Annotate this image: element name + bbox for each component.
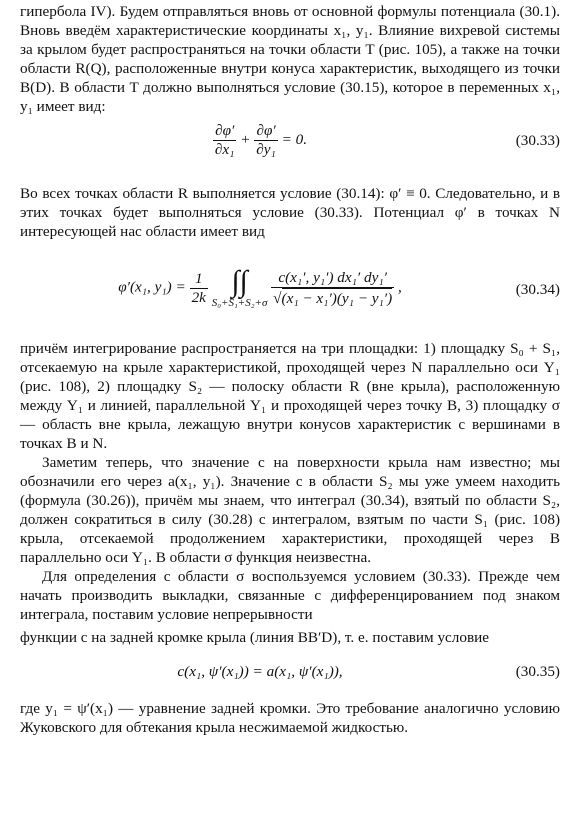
fraction-numerator: c(x₁′, y₁′) dx₁′ dy₁′ — [271, 269, 394, 288]
equation-rhs: = 0. — [281, 130, 308, 148]
fraction-dphi-dy1 — [254, 122, 278, 159]
integration-domain: S₀+S₁+S₂+σ — [211, 297, 268, 309]
integral-symbol: ∫∫ — [231, 265, 248, 298]
equation-lhs: φ′(x₁, y₁) = — [118, 278, 186, 296]
paragraph-1: гипербола IV). Будем отправляться вновь от основной формулы потенциала (30.1). Вновь введём характеристические координаты x₁, y₁. Влияние вихревой системы за крылом будет распространяться на точки области T (рис. 105), а также на точки области R(Q), расположенные внутри конуса характеристик, выходящего из точки B(D). В области T должно выполняться условие (30.15), которое в переменных x₁, y₁ имеет вид: — [20, 3, 560, 115]
equation-number: (30.33) — [515, 132, 560, 149]
fraction-numerator: ∂φ′ — [254, 122, 278, 141]
paragraph-4: Заметим теперь, что значение c на поверхности крыла нам известно; мы обозначили его через a(x₁, y₁). Значение c в области S₂ мы уже умеем находить (формула (30.26)), причём мы знаем, что интеграл (30.34), взятый по области S₂, должен сократиться в силу (30.28) с интегралом, взятым по части S₁ (рис. 108) крыла, отсекаемой продолжением характеристики, проходящей через B параллельно оси Y₁. В области σ функция неизвестна. — [20, 454, 560, 566]
equation-number: (30.34) — [515, 281, 560, 298]
equation-30-34 — [20, 259, 560, 327]
equation-number: (30.35) — [515, 663, 560, 680]
equation-body: c(x₁, ψ′(x₁)) = a(x₁, ψ′(x₁)), — [177, 663, 343, 680]
paragraph-2: Во всех точках области R выполняется условие (30.14): φ′ ≡ 0. Следовательно, и в этих точках будет выполняться условие (30.33). Потенциал φ′ в точках N интересующей нас области имеет вид — [20, 185, 560, 240]
equation-30-35 — [20, 657, 560, 691]
fraction-dphi-dx1 — [213, 122, 237, 159]
fraction-denominator: (x₁ − x₁′)(y₁ − y₁′) — [281, 289, 393, 307]
plus-sign: + — [240, 130, 251, 148]
fraction-integrand — [271, 269, 394, 308]
fraction-numerator: 1 — [190, 270, 208, 289]
equation-tail: , — [397, 278, 402, 296]
paragraph-7: где y₁ = ψ′(x₁) — уравнение задней кромки. Это требование аналогично условию Жуковского для обтекания крыла несжимаемой жидкостью. — [20, 700, 560, 736]
equation-30-33 — [20, 122, 560, 166]
fraction-denominator: ∂x₁ — [214, 141, 235, 158]
paragraph-3: причём интегрирование распространяется на три площадки: 1) площадку S₀ + S₁, отсекаемую на крыле характеристикой, проходящей через N параллельно оси Y₁ (рис. 108), 2) площадку S₂ — полоску области R (вне крыла), расположенную между Y₁ и линией, параллельной Y₁ и проходящей через точку B, 3) площадку σ — область вне крыла, лежащую внутри конусов характеристик с вершинами в точках B и N. — [20, 340, 560, 452]
fraction-denominator: ∂y₁ — [256, 141, 276, 158]
sqrt-symbol: √ — [273, 289, 282, 307]
fraction-coefficient — [190, 270, 208, 307]
fraction-numerator: ∂φ′ — [213, 122, 237, 141]
page — [20, 0, 560, 737]
paragraph-6: функции c на задней кромке крыла (линия BB′D), т. е. поставим условие — [20, 629, 490, 646]
double-integral — [212, 267, 268, 309]
paragraph-5: Для определения c области σ воспользуемся условием (30.33). Прежде чем начать производить выкладки, связанные с дифференцированием под знаком интеграла, поставим условие непрерывности — [20, 568, 560, 623]
fraction-denominator: 2k — [191, 288, 206, 306]
